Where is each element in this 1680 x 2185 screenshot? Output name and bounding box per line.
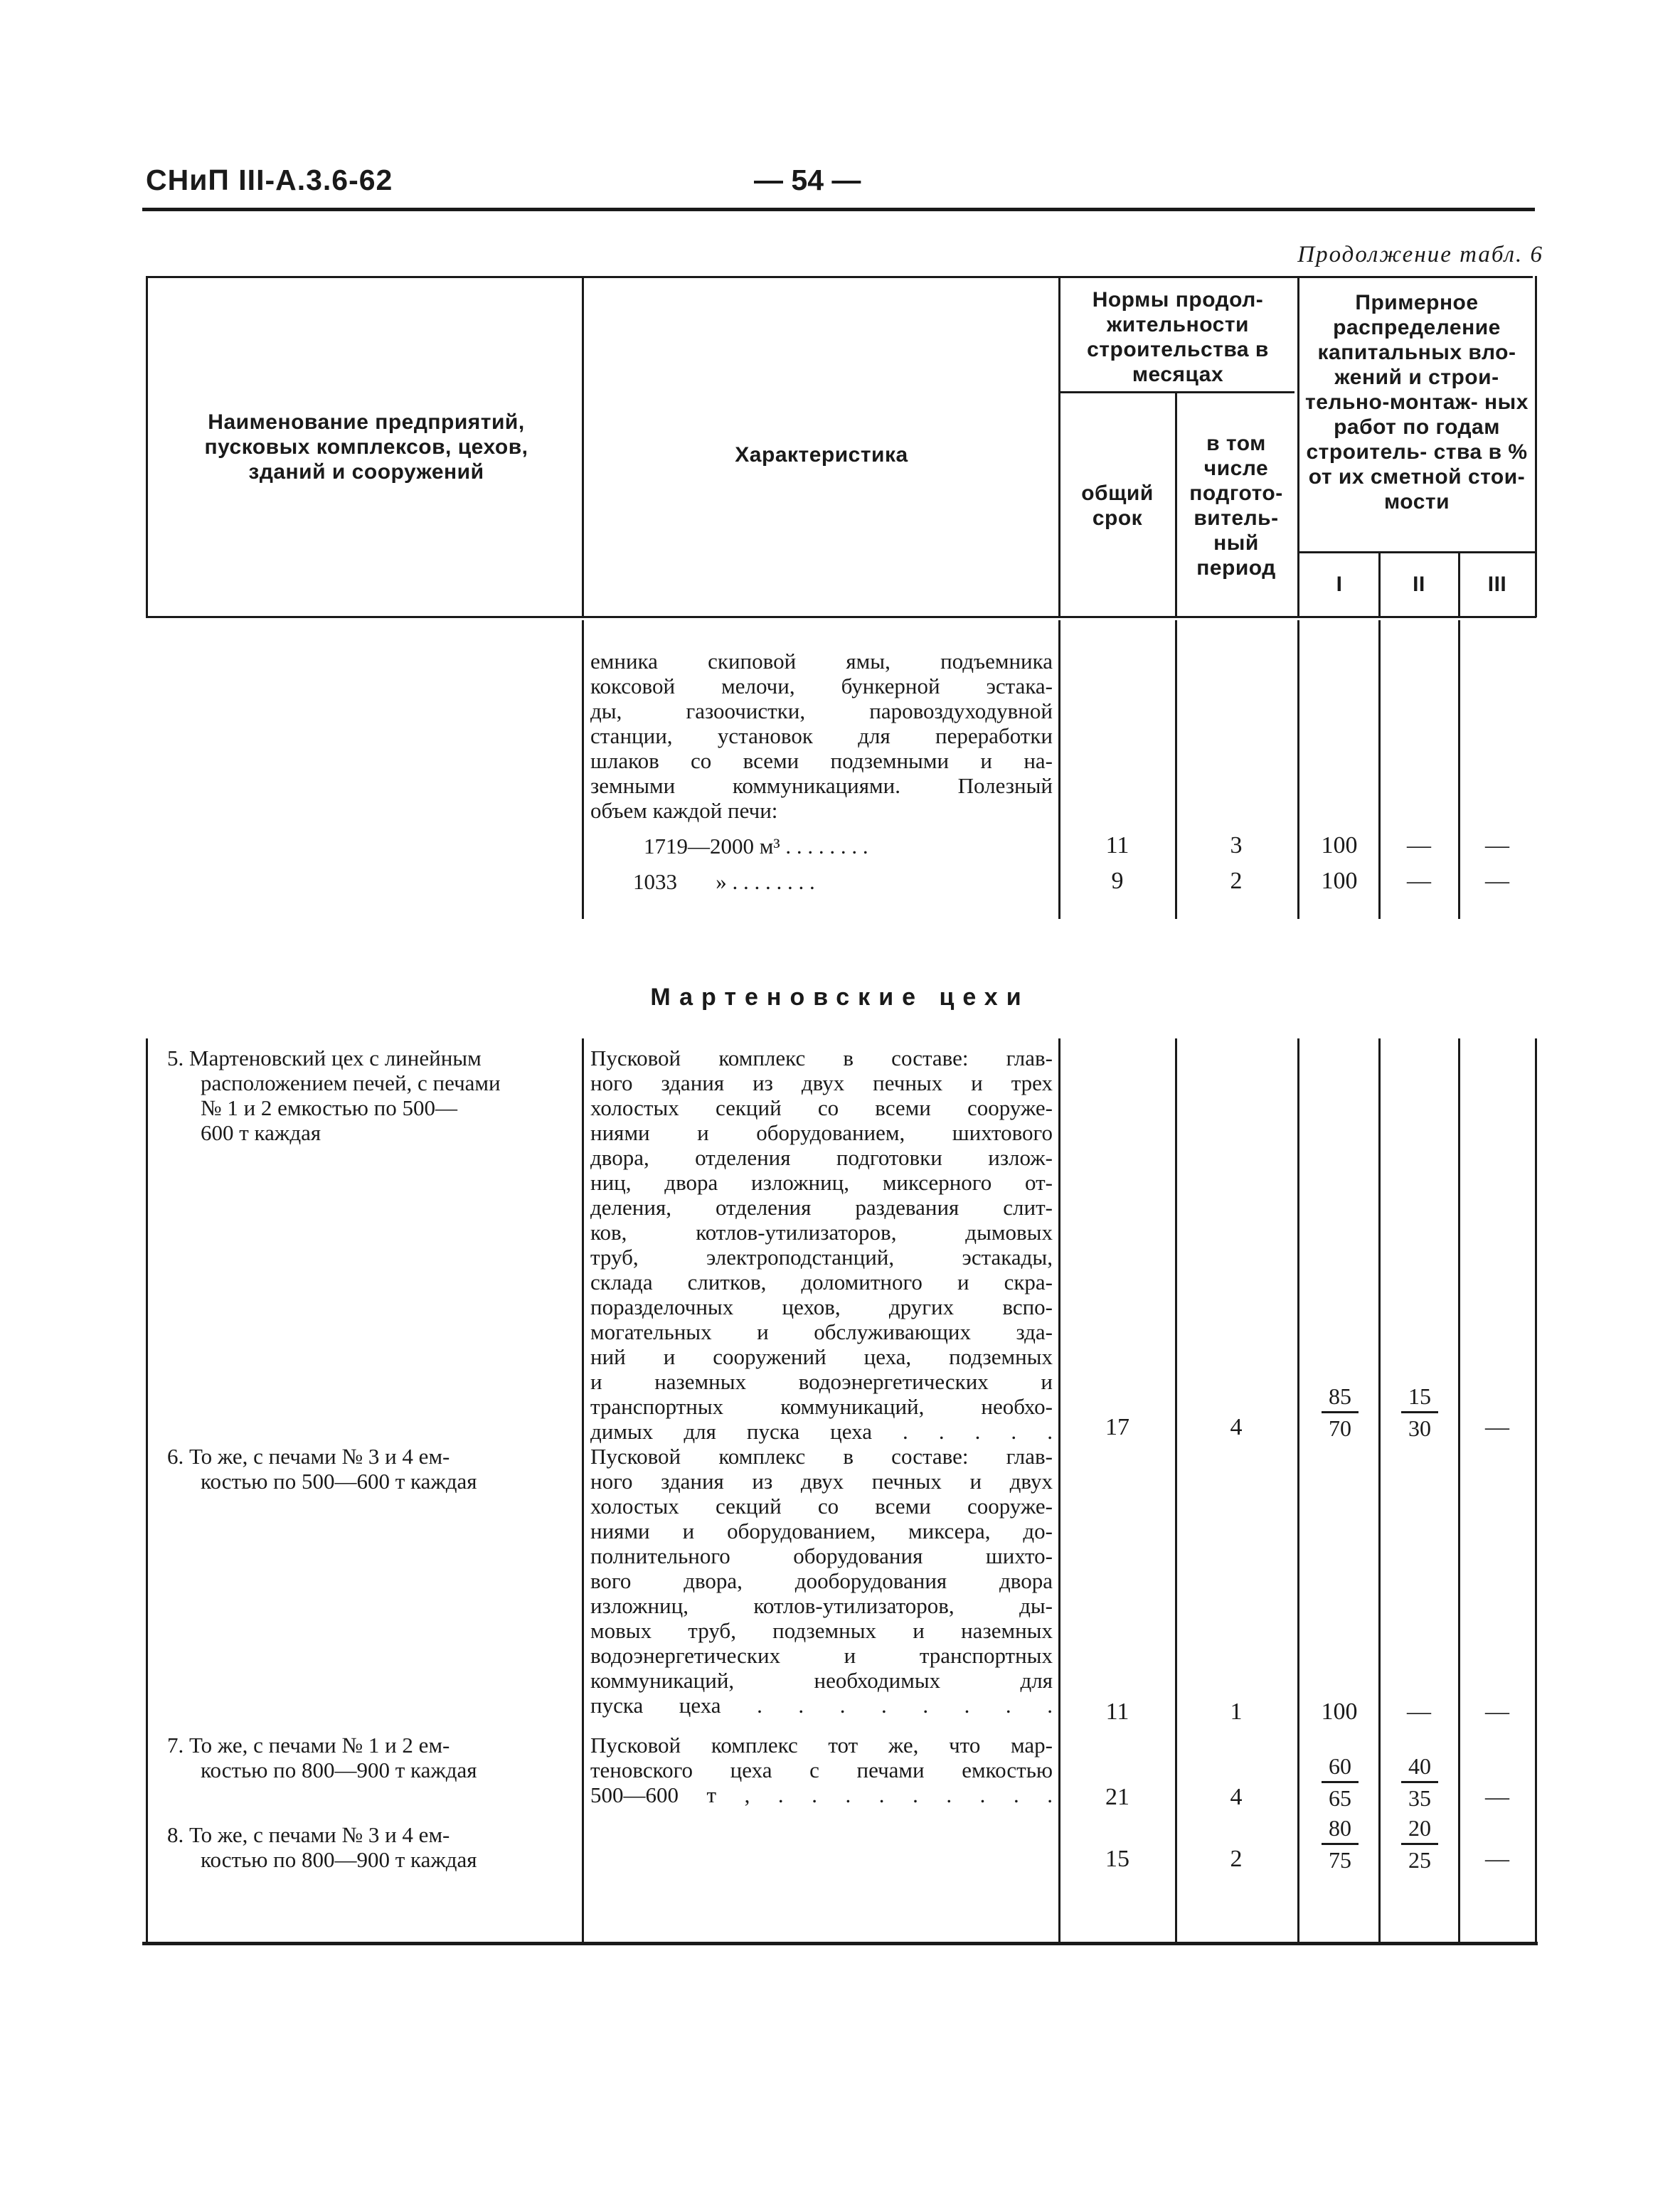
year-1-share-fraction	[1322, 1381, 1359, 1443]
block-divider	[582, 620, 584, 919]
fraction-denominator: 30	[1401, 1411, 1438, 1443]
text-line: водоэнергетических и транспортных	[590, 1643, 1053, 1668]
text-line: ков, котлов-утилизаторов, дымовых	[590, 1220, 1053, 1245]
text-line: транспортных коммуникаций, необхо-	[590, 1394, 1053, 1419]
text-line: Пусковой комплекс тот же, что мар-	[590, 1733, 1053, 1758]
header-name-column: Наименование предприятий, пусковых комплексов, цехов, зданий и сооружений	[204, 410, 528, 484]
text-line: ний и сооружений цеха, подземных	[590, 1344, 1053, 1369]
block-divider	[1058, 620, 1060, 919]
year-3-share: —	[1485, 868, 1509, 894]
block-divider	[1297, 620, 1299, 919]
total-term: 15	[1105, 1846, 1129, 1872]
header-year-1: I	[1336, 573, 1343, 596]
text-line: холостых секций со всеми сооруже-	[590, 1494, 1053, 1519]
total-term: 9	[1111, 868, 1124, 894]
table-right-border	[1535, 276, 1537, 617]
fraction-denominator: 70	[1322, 1411, 1359, 1443]
text-line: объем каждой печи:	[590, 798, 778, 823]
item-name-line: расположением печей, с печами	[201, 1070, 501, 1095]
year-1-share: 100	[1321, 1698, 1358, 1725]
fraction-numerator: 85	[1329, 1383, 1351, 1409]
block-divider	[1378, 620, 1381, 919]
col-divider-5	[1378, 553, 1381, 617]
fraction-numerator: 15	[1408, 1383, 1431, 1409]
year-1-share: 100	[1321, 832, 1358, 858]
fraction-numerator: 20	[1408, 1815, 1431, 1841]
block-divider	[1297, 1038, 1299, 1942]
item-name-line: 5. Мартеновский цех с линейным	[167, 1046, 482, 1070]
fraction-numerator: 80	[1329, 1815, 1351, 1841]
text-line: ды, газоочистки, паровоздуходувной	[590, 698, 1053, 723]
table-continuation-note: Продолжение табл. 6	[1297, 242, 1543, 267]
fraction-denominator: 35	[1401, 1781, 1438, 1813]
text-line: Пусковой комплекс в составе: глав-	[590, 1046, 1053, 1070]
text-line: емника скиповой ямы, подъемника	[590, 649, 1053, 674]
header-characteristic-column: Характеристика	[735, 443, 908, 467]
text-line: Пусковой комплекс в составе: глав-	[590, 1444, 1053, 1469]
year-3-share: —	[1485, 832, 1509, 858]
year-1-share-fraction	[1322, 1751, 1359, 1813]
section-title: Мартеновские цехи	[650, 984, 1030, 1011]
total-term: 21	[1105, 1784, 1129, 1810]
text-line: ного здания из двух печных и двух	[590, 1469, 1053, 1494]
block-divider	[1378, 1038, 1381, 1942]
prep-period: 2	[1230, 1846, 1243, 1872]
fraction-denominator: 65	[1322, 1781, 1359, 1813]
table-bottom-rule	[142, 1942, 1538, 1945]
prep-period: 3	[1230, 832, 1243, 858]
text-line: и наземных водоэнергетических и	[590, 1369, 1053, 1394]
header-prep-period: в том числе подгото- витель- ный период	[1189, 432, 1283, 580]
prep-period: 2	[1230, 868, 1243, 894]
year-2-share: —	[1407, 832, 1431, 858]
item-name-line: 600 т каждая	[201, 1120, 321, 1145]
year-2-share-fraction	[1401, 1381, 1438, 1443]
year-1-share: 100	[1321, 868, 1358, 894]
year-3-share: —	[1485, 1846, 1509, 1872]
item-name-line: костью по 800—900 т каждая	[201, 1758, 477, 1782]
text-line: ниями и оборудованием, миксера, до-	[590, 1519, 1053, 1543]
year-2-share: —	[1407, 868, 1431, 894]
col-divider-1	[582, 276, 584, 617]
text-line: пуска цеха . . . . . . . .	[590, 1693, 1053, 1718]
year-2-share-fraction	[1401, 1813, 1438, 1875]
col-divider-3	[1175, 393, 1177, 617]
col-divider-2	[1058, 276, 1060, 617]
item-name-line: 6. То же, с печами № 3 и 4 ем-	[167, 1444, 450, 1469]
item-name-line: костью по 500—600 т каждая	[201, 1469, 477, 1494]
total-term: 17	[1105, 1414, 1129, 1440]
volume-label: 1719—2000 м³ . . . . . . . .	[644, 834, 868, 858]
fraction-numerator: 60	[1329, 1753, 1351, 1779]
page-number: — 54 —	[754, 164, 861, 196]
text-line: холостых секций со всеми сооруже-	[590, 1095, 1053, 1120]
header-total-term: общий срок	[1081, 482, 1154, 530]
block-divider	[1058, 1038, 1060, 1942]
text-line: ного здания из двух печных и трех	[590, 1070, 1053, 1095]
total-term: 11	[1105, 1698, 1129, 1725]
year-2-share: —	[1407, 1698, 1431, 1725]
distr-subrule	[1299, 551, 1536, 553]
block-divider	[1175, 620, 1177, 919]
prep-period: 4	[1230, 1414, 1243, 1440]
text-line: изложниц, котлов-утилизаторов, ды-	[590, 1593, 1053, 1618]
year-3-share: —	[1485, 1414, 1509, 1440]
table-left-border	[146, 276, 148, 617]
text-line: поразделочных цехов, других вспо-	[590, 1294, 1053, 1319]
col-divider-4	[1297, 276, 1299, 617]
text-line: теновского цеха с печами емкостью	[590, 1758, 1053, 1782]
year-2-share-fraction	[1401, 1751, 1438, 1813]
text-line: ниями и оборудованием, шихтового	[590, 1120, 1053, 1145]
document-code: СНиП III-А.3.6-62	[146, 164, 393, 196]
block-divider	[1458, 1038, 1460, 1942]
prep-period: 4	[1230, 1784, 1243, 1810]
block-divider	[146, 1038, 148, 1942]
header-distribution: Примерное распределение капитальных вло- жений и строи- тельно-монтаж- ных работ по годам строитель- ства в % от их сметной стои- мости	[1305, 291, 1529, 514]
header-rule	[142, 208, 1535, 211]
block-divider	[1175, 1038, 1177, 1942]
text-line: димых для пуска цеха . . . . .	[590, 1419, 1053, 1444]
header-bottom-rule	[146, 616, 1536, 618]
header-year-3: III	[1487, 573, 1507, 596]
year-3-share: —	[1485, 1698, 1509, 1725]
year-1-share-fraction	[1322, 1813, 1359, 1875]
table-top-rule	[146, 276, 1533, 278]
volume-label: 1033 » . . . . . . . .	[633, 869, 815, 894]
year-3-share: —	[1485, 1784, 1509, 1810]
header-year-2: II	[1413, 573, 1425, 596]
header-norms-column: Нормы продол- жительности строительства в месяцах	[1087, 288, 1269, 386]
item-name-line: костью по 800—900 т каждая	[201, 1847, 477, 1872]
text-line: коммуникаций, необходимых для	[590, 1668, 1053, 1693]
block-divider	[1535, 1038, 1537, 1942]
text-line: 500—600 т , . . . . . . . . .	[590, 1782, 1053, 1807]
block-divider	[582, 1038, 584, 1942]
total-term: 11	[1105, 832, 1129, 858]
text-line: могательных и обслуживающих зда-	[590, 1319, 1053, 1344]
text-line: станции, установок для переработки	[590, 723, 1053, 748]
fraction-denominator: 75	[1322, 1843, 1359, 1875]
norms-subrule	[1060, 391, 1294, 393]
text-line: вого двора, дооборудования двора	[590, 1568, 1053, 1593]
item-name-line: 8. То же, с печами № 3 и 4 ем-	[167, 1822, 450, 1847]
text-line: склада слитков, доломитного и скра-	[590, 1270, 1053, 1294]
text-line: шлаков со всеми подземными и на-	[590, 748, 1053, 773]
item-name-line: № 1 и 2 емкостью по 500—	[201, 1095, 457, 1120]
block-divider	[1458, 620, 1460, 919]
col-divider-6	[1458, 553, 1460, 617]
prep-period: 1	[1230, 1698, 1243, 1725]
text-line: мовых труб, подземных и наземных	[590, 1618, 1053, 1643]
item-name-line: 7. То же, с печами № 1 и 2 ем-	[167, 1733, 450, 1758]
text-line: коксовой мелочи, бункерной эстака-	[590, 674, 1053, 698]
fraction-denominator: 25	[1401, 1843, 1438, 1875]
text-line: деления, отделения раздевания слит-	[590, 1195, 1053, 1220]
fraction-numerator: 40	[1408, 1753, 1431, 1779]
text-line: труб, электроподстанций, эстакады,	[590, 1245, 1053, 1270]
text-line: двора, отделения подготовки излож-	[590, 1145, 1053, 1170]
text-line: ниц, двора изложниц, миксерного от-	[590, 1170, 1053, 1195]
text-line: земными коммуникациями. Полезный	[590, 773, 1053, 798]
text-line: полнительного оборудования шихто-	[590, 1543, 1053, 1568]
